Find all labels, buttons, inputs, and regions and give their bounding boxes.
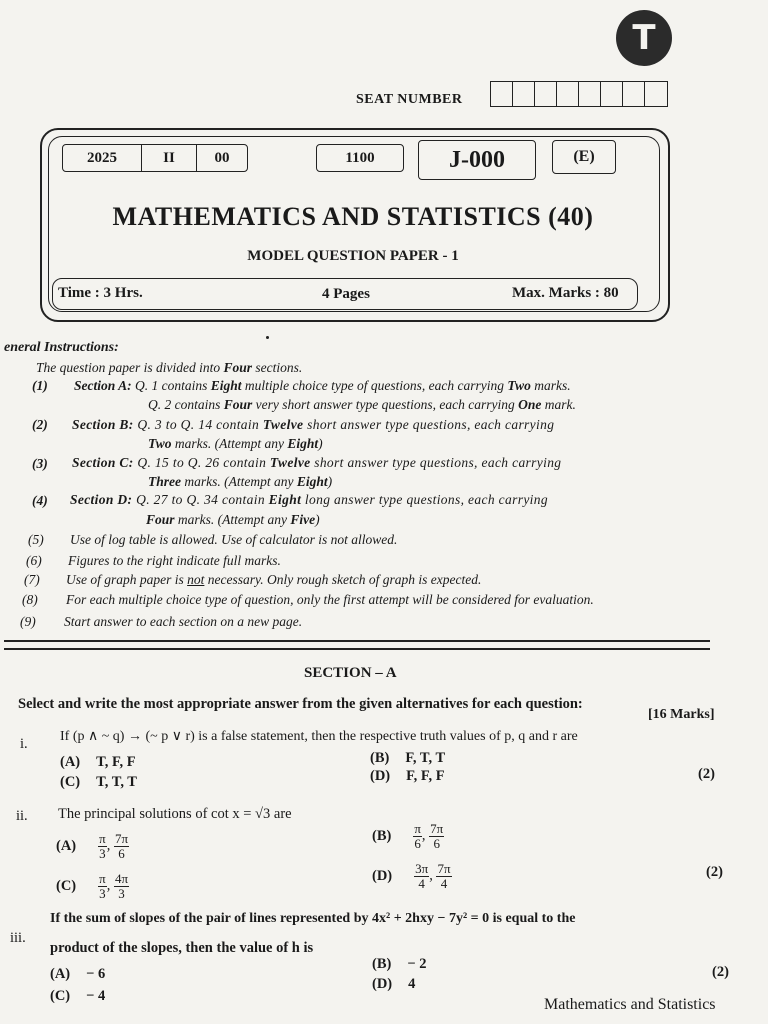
question-1-number: i. [20,736,28,752]
max-marks-label: Max. Marks : 80 [512,285,619,301]
paper-title: MATHEMATICS AND STATISTICS (40) [112,202,594,231]
question-1-option-a: (A) T, F, F [60,754,136,770]
instruction-5: (5) Use of log table is allowed. Use of calculator is not allowed. [28,532,398,547]
question-2-marks: (2) [706,864,723,880]
instruction-3-line-1: Section C: Q. 15 to Q. 26 contain Twelve short answer type questions, each carrying [72,455,562,470]
question-3-marks: (2) [712,964,729,980]
stray-dot [266,336,269,339]
publisher-logo [616,10,672,66]
question-3-option-a: (A) − 6 [50,966,106,982]
series-code: 00 [214,149,230,166]
medium-code: (E) [552,140,616,174]
question-2-number: ii. [16,808,28,824]
question-2-option-a: (A) $\frac{\pi}{3}$ , $\frac{7\pi}{6}$ [56,831,129,861]
question-3-option-b: (B) − 2 [372,956,427,972]
footer-subject: Mathematics and Statistics [544,996,716,1013]
instruction-2: (2) [32,417,48,432]
seat-number-boxes [490,81,668,107]
logo-letter: T [632,18,656,58]
section-divider-top [4,640,710,642]
question-1-option-b: (B) F, T, T [370,750,446,766]
instruction-2-line-1: Section B: Q. 3 to Q. 14 contain Twelve short answer type questions, each carrying [72,417,555,432]
question-1-option-d: (D) F, F, F [370,768,445,784]
instruction-4-line-1: Section D: Q. 27 to Q. 34 contain Eight long answer type questions, each carrying [70,492,548,507]
question-3-number: iii. [10,930,26,946]
question-2-option-b: (B) $\frac{\pi}{6}$ , $\frac{7\pi}{6}$ [372,821,444,851]
section-a-marks: [16 Marks] [648,707,715,722]
time-label: Time : 3 Hrs. [58,285,143,301]
instruction-2-line-2: Two marks. (Attempt any Eight) [148,436,323,451]
question-3-option-d: (D) 4 [372,976,416,992]
section-a-directive: Select and write the most appropriate answer from the given alternatives for each question: [18,696,583,712]
instruction-9: (9) Start answer to each section on a new page. [20,614,303,629]
instructions-heading: eneral Instructions: [4,340,119,355]
instruction-1-line-2: Q. 2 contains Four very short answer type questions, each carrying One mark. [148,397,576,412]
question-3-text-line-2: product of the slopes, then the value of h is [50,940,314,956]
exam-code-group [62,144,248,172]
instruction-4-line-2: Four marks. (Attempt any Five) [146,512,320,527]
instruction-4: (4) [32,493,48,508]
instruction-3: (3) [32,456,48,471]
section-a-heading: SECTION – A [304,665,397,681]
seat-number-label: SEAT NUMBER [356,92,463,107]
center-code: 1100 [316,144,404,172]
instruction-7: (7) Use of graph paper is not necessary. Only rough sketch of graph is expected. [24,572,482,587]
instruction-3-line-2: Three marks. (Attempt any Eight) [148,474,333,489]
year-code: 2025 [63,145,142,171]
paper-code: J-000 [418,140,536,180]
question-1-marks: (2) [698,766,715,782]
question-2-option-c: (C) $\frac{\pi}{3}$ , $\frac{4\pi}{3}$ [56,871,129,901]
pages-label: 4 Pages [322,286,370,302]
section-divider-bottom [4,648,710,650]
question-3-option-c: (C) − 4 [50,988,106,1004]
term-code: II [142,145,197,171]
instruction-6: (6) Figures to the right indicate full marks. [26,553,281,568]
question-2-option-d: (D) $\frac{3\pi}{4}$ , $\frac{7\pi}{4}$ [372,861,451,891]
instruction-1-line-1: Section A: Q. 1 contains Eight multiple choice type of questions, each carrying Two marks. [74,378,571,393]
instruction-1: (1) [32,378,48,393]
question-3-text-line-1: If the sum of slopes of the pair of lines represented by 4x² + 2hxy − 7y² = 0 is equal to the [50,911,576,926]
question-2-text: The principal solutions of cot x = √3 are [58,806,292,822]
question-1-text: If (p ∧ ~ q) → (~ p ∨ r) is a false statement, then the respective truth values of p, q and r are [60,729,578,744]
question-1-option-c: (C) T, T, T [60,774,137,790]
paper-subtitle: MODEL QUESTION PAPER - 1 [247,248,459,264]
instructions-intro: The question paper is divided into Four sections. [36,360,303,375]
instruction-8: (8) For each multiple choice type of question, only the first attempt will be considered for evaluation. [22,592,594,607]
